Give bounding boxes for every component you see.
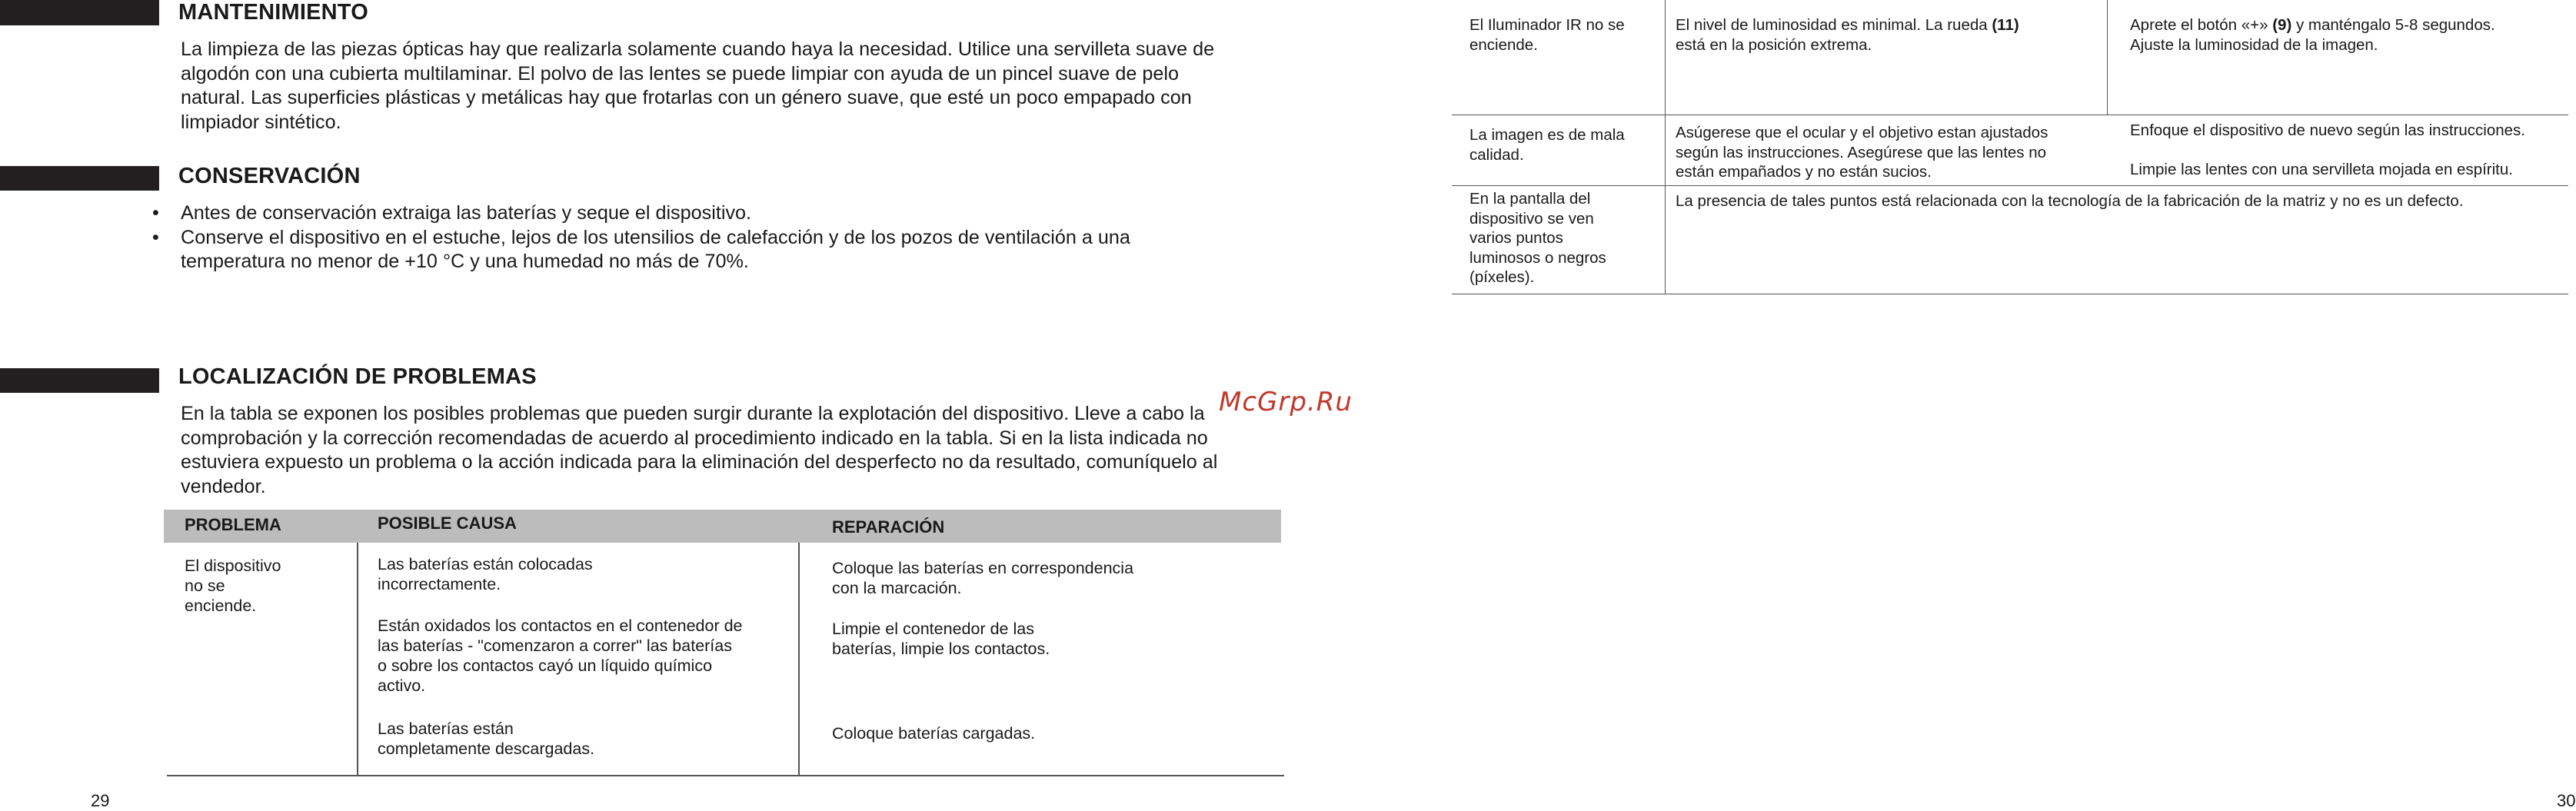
problem-cell: El Iluminador IR no se enciende. [1469, 16, 1625, 54]
maintenance-line: natural. Las superficies plásticas y metálicas hay que frotarlas con un género suave, que esté un poco empapado con [181, 87, 1192, 108]
note-cell: La presencia de tales puntos está relacionada con la tecnología de la fabricación de la matriz y no es un defecto. [1676, 192, 2464, 210]
table-header [164, 510, 1281, 543]
repair-cell: Limpie las lentes con una servilleta mojada en espíritu. [2130, 161, 2513, 178]
troubleshooting-line: comprobación y la corrección recomendadas de acuerdo al procedimiento indicado en la tabla. Si en la lista indicada no [181, 427, 1208, 449]
cause-cell: Asúgerese que el ocular y el objetivo estan ajustados según las instrucciones. Asegúrese que las lentes no están empañados y no están sucios. [1676, 124, 2048, 181]
column-divider [357, 543, 358, 775]
troubleshooting-line: vendedor. [181, 475, 266, 497]
header-problem: PROBLEMA [185, 515, 281, 534]
maintenance-heading: MANTENIMIENTO [178, 0, 368, 25]
column-divider [1665, 0, 1666, 294]
repair-cell: Coloque las baterías en correspondencia con la marcación. [832, 559, 1134, 597]
page-number: 29 [91, 791, 110, 810]
troubleshooting-line: En la tabla se exponen los posibles problemas que pueden surgir durante la explotación del dispositivo. Lleve a cabo la [181, 403, 1205, 424]
maintenance-paragraph [181, 38, 1297, 135]
cause-cell: Están oxidados los contactos en el contenedor de las baterías - "comenzaron a correr" las baterías o sobre los contactos cayó un líquido químico activo. [378, 617, 743, 695]
cause-cell: Las baterías están completamente descargadas. [378, 720, 595, 758]
section-marker-bar [0, 0, 159, 25]
column-divider [798, 543, 800, 775]
header-cause: POSIBLE CAUSA [378, 514, 517, 533]
repair-cell: Enfoque el dispositivo de nuevo según las instrucciones. [2130, 121, 2525, 139]
list-item: • Conserve el dispositivo en el estuche, lejos de los utensilios de calefacción y de los pozos de ventilación a una temperatura no menor de +10 °C y una humedad no más de 70%. [152, 226, 1297, 274]
problem-cell: La imagen es de mala calidad. [1469, 126, 1625, 164]
repair-cell: Aprete el botón «+» (9) y manténgalo 5-8 segundos. Ajuste la luminosidad de la imagen. [2130, 16, 2495, 54]
repair-cell: Limpie el contenedor de las baterías, limpie los contactos. [832, 620, 1050, 658]
troubleshooting-heading: LOCALIZACIÓN DE PROBLEMAS [178, 364, 537, 389]
problem-cell: En la pantalla del dispositivo se ven varios puntos luminosos o negros (píxeles). [1469, 190, 1606, 286]
watermark: McGrp.Ru [1219, 387, 1353, 417]
column-divider [2107, 0, 2108, 115]
troubleshooting-line: estuviera expuesto un problema o la acción indicada para la eliminación del desperfecto no da resultado, comuníquelo al [181, 451, 1218, 473]
storage-bullet-list [152, 201, 1297, 274]
table-bottom-rule [167, 775, 1284, 776]
storage-heading: CONSERVACIÓN [178, 164, 361, 188]
row-divider [1452, 185, 2568, 186]
cause-cell: El nivel de luminosidad es minimal. La rueda (11) está en la posición extrema. [1676, 16, 2019, 54]
list-item: • Antes de conservación extraiga las baterías y seque el dispositivo. [152, 201, 1297, 226]
header-repair: REPARACIÓN [832, 517, 945, 537]
maintenance-line: La limpieza de las piezas ópticas hay que realizarla solamente cuando haya la necesidad. Utilice una servilleta suave de [181, 38, 1215, 60]
section-marker-bar [0, 166, 159, 191]
page-number: 30 [2557, 791, 2576, 810]
cause-cell: Las baterías están colocadas incorrectamente. [378, 555, 593, 593]
repair-cell: Coloque baterías cargadas. [832, 724, 1036, 743]
troubleshooting-paragraph [181, 402, 1297, 499]
section-marker-bar [0, 368, 159, 393]
maintenance-line: limpiador sintético. [181, 111, 341, 133]
problem-cell: El dispositivo no se enciende. [185, 557, 281, 615]
maintenance-line: algodón con una cubierta multilaminar. El polvo de las lentes se puede limpiar con ayuda de un pincel suave de pelo [181, 62, 1179, 85]
